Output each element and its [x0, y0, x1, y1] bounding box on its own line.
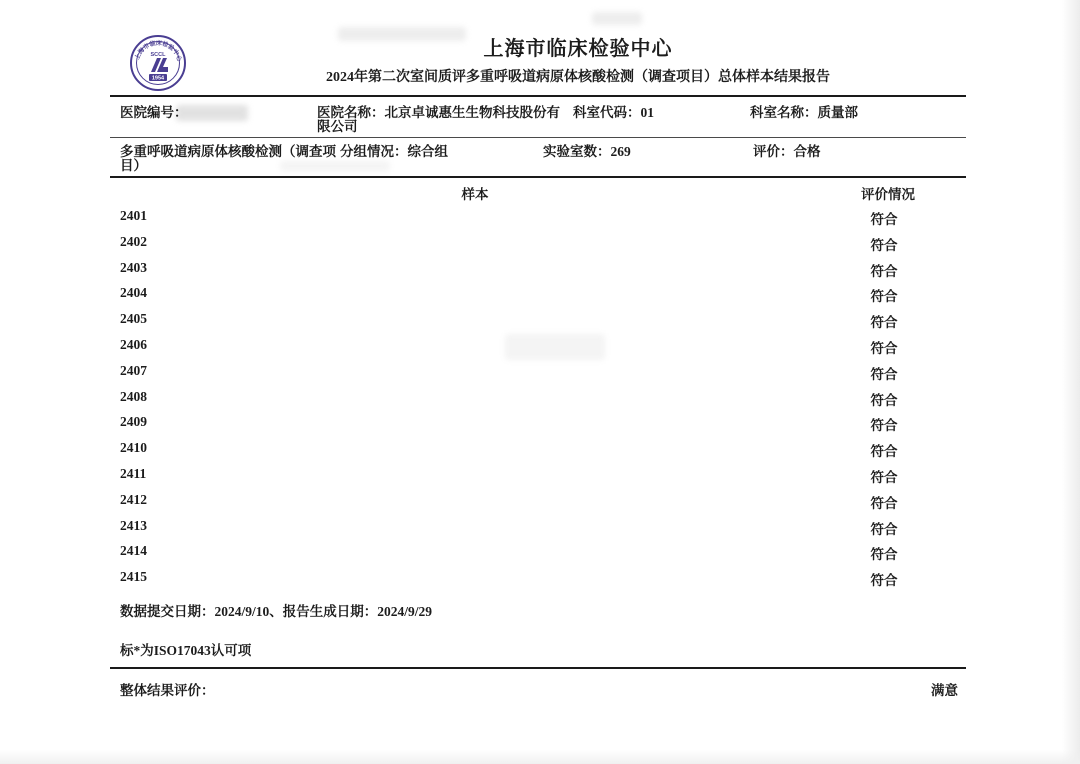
sample-result: 符合	[870, 573, 898, 589]
table-row	[110, 461, 966, 487]
seal-abbr-text: SCCL	[150, 52, 166, 58]
sample-result: 符合	[870, 289, 898, 305]
hospital-name-cell: 医院名称：北京卓诚惠生生物科技股份有限公司	[317, 105, 560, 134]
iso-note: 标*为ISO17043认可项	[120, 643, 252, 658]
sample-id: 2401	[120, 208, 147, 223]
sample-id: 2406	[120, 336, 147, 352]
dates-line: 数据提交日期：2024/9/10、报告生成日期：2024/9/29	[120, 604, 433, 619]
sample-result: 符合	[870, 495, 898, 511]
group-value: 综合组	[407, 144, 448, 159]
lab-count-value: 269	[610, 144, 631, 159]
sample-result: 符合	[870, 366, 898, 382]
sample-result: 符合	[870, 547, 898, 563]
table-row	[110, 538, 966, 564]
seal-year-text: 1954	[151, 75, 165, 82]
table-row	[110, 332, 966, 358]
table-row	[110, 358, 966, 384]
eval-column-header: 评价情况	[861, 187, 915, 202]
dept-name	[750, 106, 858, 120]
sample-result: 符合	[870, 340, 898, 356]
sample-result: 符合	[870, 418, 898, 434]
sample-result: 符合	[870, 469, 898, 485]
sample-id: 2407	[120, 362, 147, 378]
sample-id: 2402	[120, 233, 147, 249]
table-row	[110, 435, 966, 461]
project-eval	[753, 145, 821, 159]
dept-code-label: 科室代码：	[573, 105, 641, 120]
project-eval-label: 评价：	[753, 144, 794, 159]
lab-count	[543, 145, 631, 159]
table-row	[110, 255, 966, 281]
sample-id: 2409	[120, 414, 147, 430]
table-row	[110, 229, 966, 255]
sample-column-header: 样本	[461, 187, 489, 202]
table-row	[110, 384, 966, 410]
sample-id: 2412	[120, 491, 147, 507]
overall-eval-label: 整体结果评价：	[120, 683, 215, 698]
table-row	[110, 409, 966, 435]
sample-id: 2404	[120, 285, 147, 301]
dept-code	[573, 106, 654, 120]
sample-result: 符合	[870, 444, 898, 460]
table-row	[110, 487, 966, 513]
paper-edge-shadow-right	[1062, 0, 1080, 764]
sample-result: 符合	[870, 212, 898, 227]
table-row	[110, 280, 966, 306]
org-title: 上海市临床检验中心	[483, 38, 673, 60]
divider-bottom	[110, 667, 966, 669]
table-row	[110, 306, 966, 332]
sample-id: 2414	[120, 543, 147, 559]
sample-result: 符合	[870, 521, 898, 537]
divider-top	[110, 95, 966, 97]
overall-eval-value: 满意	[931, 683, 958, 698]
redaction-smudge	[592, 12, 642, 25]
project-eval-value: 合格	[793, 144, 821, 159]
divider-info-1	[110, 137, 966, 138]
sample-id: 2413	[120, 517, 147, 533]
sample-id: 2405	[120, 311, 147, 327]
sample-id: 2411	[120, 465, 147, 481]
table-row	[110, 203, 966, 229]
group-label: 分组情况：	[340, 144, 408, 159]
sample-result: 符合	[870, 315, 898, 331]
lab-count-label: 实验室数：	[543, 144, 611, 159]
sample-id: 2410	[120, 440, 147, 456]
sample-id: 2408	[120, 388, 147, 404]
sample-result: 符合	[870, 392, 898, 408]
sample-result: 符合	[870, 237, 898, 253]
dept-name-value: 质量部	[817, 105, 858, 120]
seal-ring-text: 上海市临床检验中心	[134, 40, 182, 63]
table-row	[110, 513, 966, 539]
project-name-cell: 多重呼吸道病原体核酸检测（调查项目）	[120, 144, 336, 173]
hospital-no-label: 医院编号：	[120, 105, 188, 120]
dept-code-value: 01	[640, 105, 654, 120]
dept-name-label: 科室名称：	[750, 105, 818, 120]
group-info	[340, 145, 448, 159]
sample-result: 符合	[870, 263, 898, 279]
table-row	[110, 564, 966, 590]
sample-table	[110, 203, 966, 590]
report-title: 2024年第二次室间质评多重呼吸道病原体核酸检测（调查项目）总体样本结果报告	[326, 70, 830, 85]
paper-edge-shadow-bottom	[0, 750, 1080, 764]
sample-id: 2403	[120, 259, 147, 275]
divider-info-2	[110, 176, 966, 178]
sample-id: 2415	[120, 569, 147, 585]
